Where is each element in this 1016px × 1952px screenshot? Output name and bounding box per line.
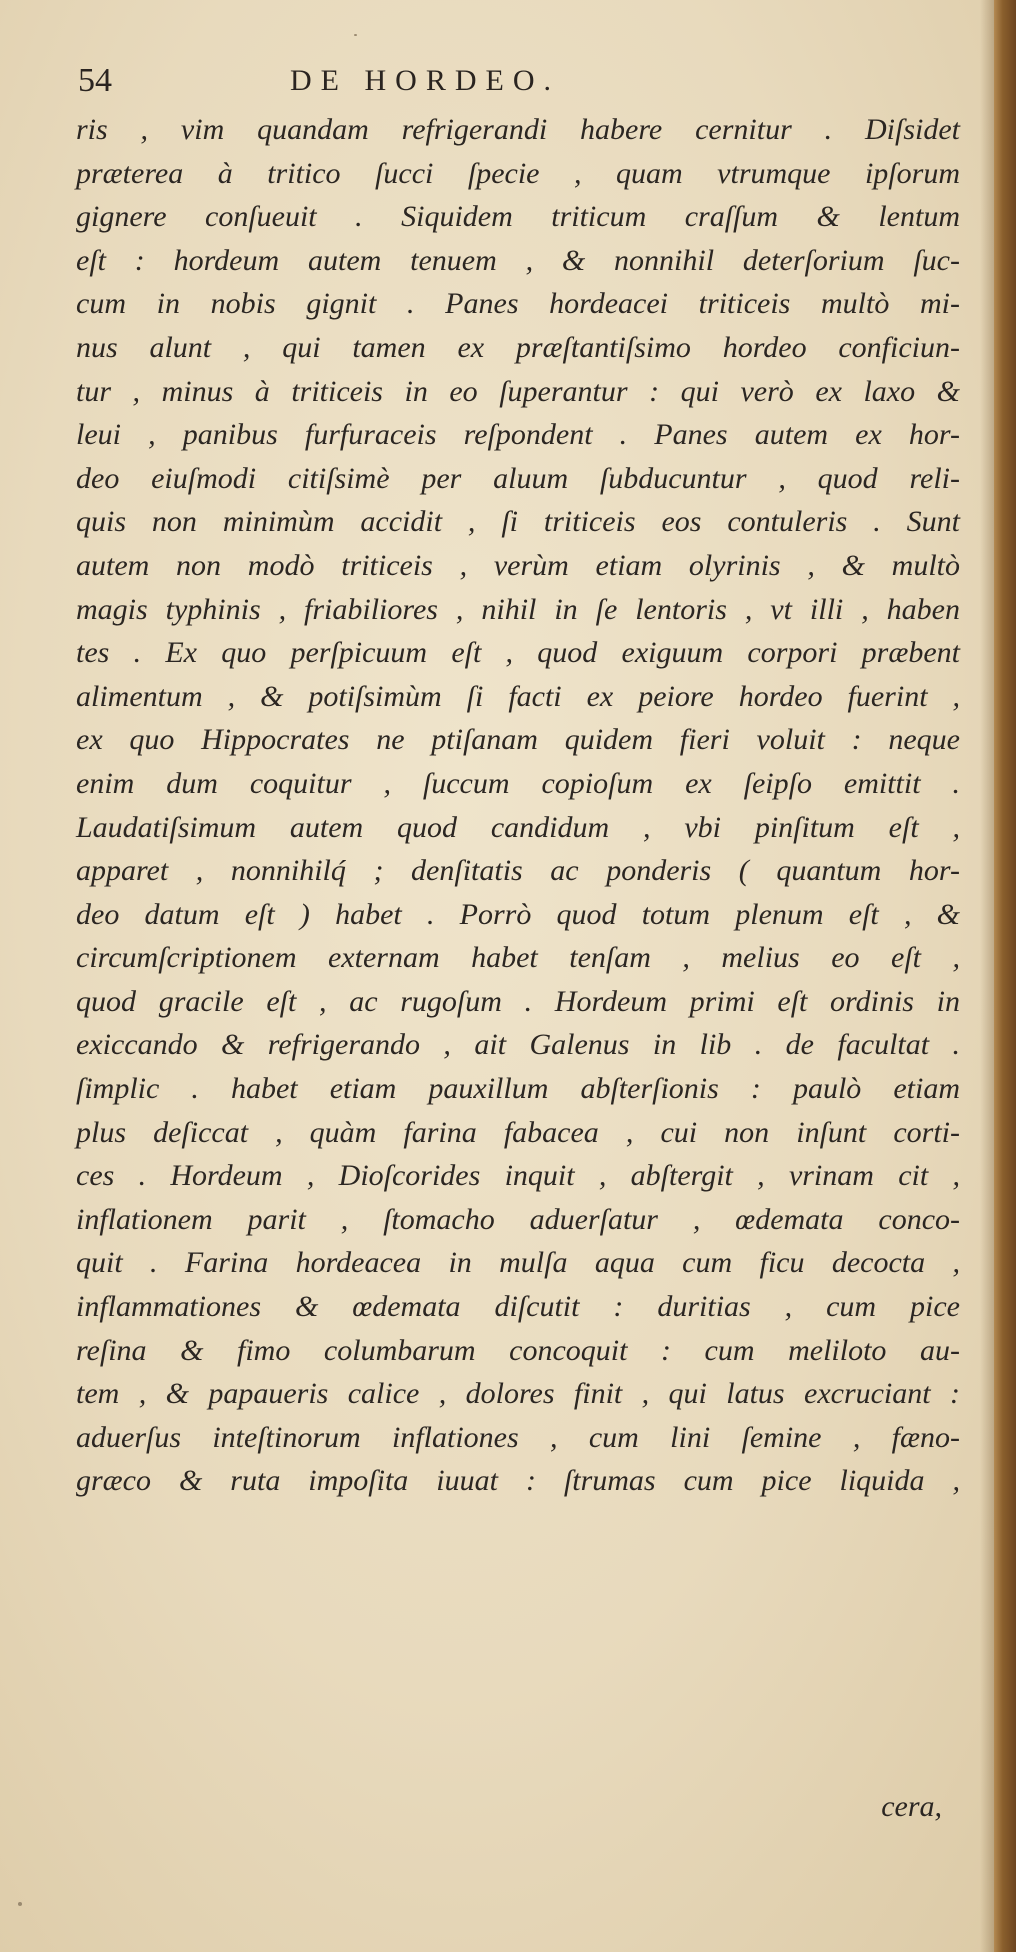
text-line: nus alunt , qui tamen ex præſtantiſsimo hordeo conficiun-: [76, 330, 960, 364]
text-line: eſt : hordeum autem tenuem , & nonnihil deterſorium ſuc-: [76, 243, 960, 277]
gutter-shadow: [980, 0, 994, 1952]
text-line: quit . Farina hordeacea in mulſa aqua cum ficu decocta ,: [76, 1246, 960, 1280]
text-line: græco & ruta impoſita iuuat : ſtrumas cum pice liquida ,: [76, 1464, 960, 1498]
text-line: ces . Hordeum , Dioſcorides inquit , abſtergit , vrinam cit ,: [76, 1159, 960, 1193]
text-line: tes . Ex quo perſpicuum eſt , quod exiguum corpori præbent: [76, 636, 960, 670]
catchword: cera,: [881, 1790, 942, 1823]
text-line: Laudatiſsimum autem quod candidum , vbi pinſitum eſt ,: [76, 810, 960, 844]
text-line: ris , vim quandam refrigerandi habere cernitur . Diſsidet: [76, 113, 960, 146]
text-line: præterea à tritico ſucci ſpecie , quam vtrumque ipſorum: [76, 156, 960, 190]
text-line: autem non modò triticeis , verùm etiam olyrinis , & multò: [76, 548, 960, 582]
text-line: plus deſiccat , quàm farina fabacea , cui non inſunt corti-: [76, 1115, 960, 1149]
text-line: tur , minus à triticeis in eo ſuperantur : qui verò ex laxo &: [76, 374, 960, 408]
paper-speck: [354, 34, 357, 36]
page-header: [78, 62, 918, 106]
text-line: ſimplic . habet etiam pauxillum abſterſionis : paulò etiam: [76, 1072, 960, 1106]
text-line: magis typhinis , friabiliores , nihil in ſe lentoris , vt illi , haben: [76, 592, 960, 626]
text-line: cum in nobis gignit . Panes hordeacei triticeis multò mi-: [76, 287, 960, 321]
text-line: inflationem parit , ſtomacho aduerſatur , œdemata conco-: [76, 1202, 960, 1236]
text-line: ex quo Hippocrates ne ptiſanam quidem fieri voluit : neque: [76, 723, 960, 757]
text-line: quis non minimùm accidit , ſi triticeis eos contuleris . Sunt: [76, 505, 960, 539]
text-line: gignere conſueuit . Siquidem triticum craſſum & lentum: [76, 200, 960, 234]
text-line: alimentum , & potiſsimùm ſi facti ex peiore hordeo fuerint ,: [76, 679, 960, 713]
text-line: quod gracile eſt , ac rugoſum . Hordeum primi eſt ordinis in: [76, 984, 960, 1018]
page-number: 54: [78, 62, 112, 99]
text-line: inflammationes & œdemata diſcutit : duritias , cum pice: [76, 1290, 960, 1324]
book-spine-edge: [994, 0, 1016, 1952]
text-line: reſina & fimo columbarum concoquit : cum meliloto au-: [76, 1333, 960, 1367]
text-line: apparet , nonnihilq́ ; denſitatis ac ponderis ( quantum hor-: [76, 854, 960, 888]
body-text: [76, 108, 960, 1503]
text-line: enim dum coquitur , ſuccum copioſum ex ſeipſo emittit .: [76, 766, 960, 800]
text-line: tem , & papaueris calice , dolores finit , qui latus excruciant :: [76, 1377, 960, 1411]
text-line: leui , panibus furfuraceis reſpondent . Panes autem ex hor-: [76, 418, 960, 452]
text-line: aduerſus inteſtinorum inflationes , cum lini ſemine , fæno-: [76, 1420, 960, 1454]
text-line: exiccando & refrigerando , ait Galenus in lib . de facultat .: [76, 1028, 960, 1062]
text-line: deo datum eſt ) habet . Porrò quod totum plenum eſt , &: [76, 897, 960, 931]
text-line: circumſcriptionem externam habet tenſam , melius eo eſt ,: [76, 941, 960, 975]
text-line: deo eiuſmodi citiſsimè per aluum ſubducuntur , quod reli-: [76, 461, 960, 495]
paper-speck: [18, 1902, 22, 1906]
running-head: DE HORDEO.: [290, 64, 560, 97]
